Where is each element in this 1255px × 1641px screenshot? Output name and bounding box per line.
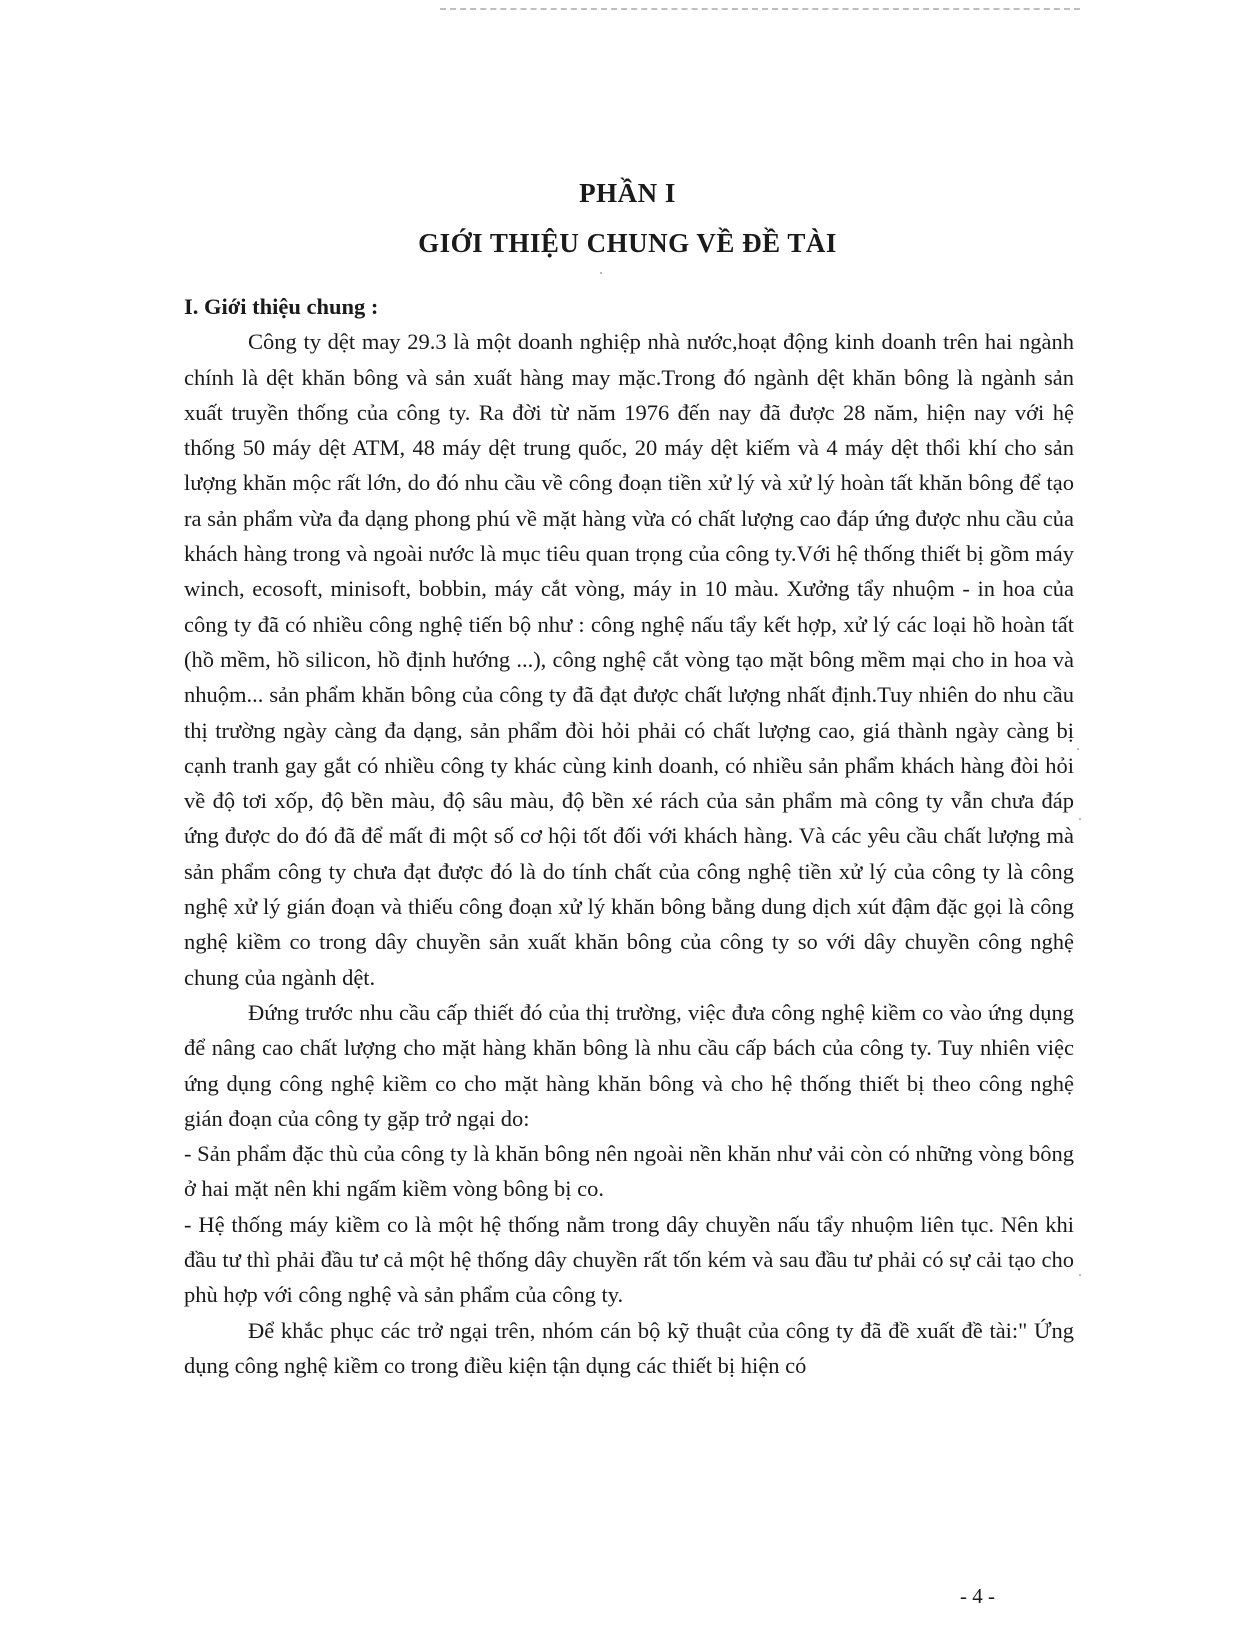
section-heading: I. Giới thiệu chung :	[184, 294, 379, 319]
body-text	[184, 289, 1074, 1383]
page-number: - 4 -	[960, 1584, 995, 1608]
bullet-system: - Hệ thống máy kiềm co là một hệ thống nằm trong dây chuyền nấu tẩy nhuộm liên tục. Nên khi đầu tư thì phải đầu tư cả một hệ thống dây chuyền rất tốn kém và sau đầu tư phải có sự cải tạo cho phù hợp với công nghệ và sản phẩm của công ty.	[184, 1211, 1074, 1308]
bullet-product: - Sản phẩm đặc thù của công ty là khăn bông nên ngoài nền khăn như vải còn có những vòng bông ở hai mặt nên khi ngấm kiềm vòng bông bị co.	[184, 1141, 1074, 1202]
paragraph-need: Đứng trước nhu cầu cấp thiết đó của thị trường, việc đưa công nghệ kiềm co vào ứng dụng để nâng cao chất lượng cho mặt hàng khăn bông là nhu cầu cấp bách của công ty. Tuy nhiên việc ứng dụng công nghệ kiềm co cho mặt hàng khăn bông và cho hệ thống thiết bị theo công nghệ gián đoạn của công ty gặp trở ngại do:	[184, 999, 1074, 1131]
scan-speck	[600, 272, 602, 274]
part-heading: PHẦN I	[579, 178, 676, 208]
scan-header-rule	[440, 8, 1080, 10]
scan-speck	[1079, 818, 1081, 820]
paragraph-intro: Công ty dệt may 29.3 là một doanh nghiệp nhà nước,hoạt động kinh doanh trên hai ngành chính là dệt khăn bông và sản xuất hàng may mặc.Trong đó ngành dệt khăn bông là ngành sản xuất truyền thống của công ty. Ra đời từ năm 1976 đến nay đã được 28 năm, hiện nay với hệ thống 50 máy dệt ATM, 48 máy dệt trung quốc, 20 máy dệt kiếm và 4 máy dệt thổi khí cho sản lượng khăn mộc rất lớn, do đó nhu cầu về công đoạn tiền xử lý và xử lý hoàn tất khăn bông để tạo ra sản phẩm vừa đa dạng phong phú về mặt hàng vừa có chất lượng cao đáp ứng được nhu cầu của khách hàng trong và ngoài nước là mục tiêu quan trọng của công ty.Với hệ thống thiết bị gồm máy winch, ecosoft, minisoft, bobbin, máy cắt vòng, máy in 10 màu. Xưởng tẩy nhuộm - in hoa của công ty đã có nhiều công nghệ tiến bộ như : công nghệ nấu tẩy kết hợp, xử lý các loại hồ hoàn tất (hồ mềm, hồ silicon, hồ định hướng ...), công nghệ cắt vòng tạo mặt bông mềm mại cho in hoa và nhuộm... sản phẩm khăn bông của công ty đã đạt được chất lượng nhất định.Tuy nhiên do nhu cầu thị trường ngày càng đa dạng, sản phẩm đòi hỏi phải có chất lượng cao, giá thành ngày càng bị cạnh tranh gay gắt có nhiều công ty khác cùng kinh doanh, có nhiều sản phẩm khách hàng đòi hỏi về độ tơi xốp, độ bền màu, độ sâu màu, độ bền xé rách của sản phẩm mà công ty vẫn chưa đáp ứng được do đó đã để mất đi một số cơ hội tốt đối với khách hàng. Và các yêu cầu chất lượng mà sản phẩm công ty chưa đạt được đó là do tính chất của công nghệ tiền xử lý của công ty là công nghệ xử lý gián đoạn và thiếu công đoạn xử lý khăn bông bằng dung dịch xút đậm đặc gọi là công nghệ kiềm co trong dây chuyền sản xuất khăn bông của công ty so với dây chuyền công nghệ chung của ngành dệt.	[184, 329, 1074, 990]
scan-speck	[1077, 748, 1079, 750]
paragraph-proposal: Để khắc phục các trở ngại trên, nhóm cán bộ kỹ thuật của công ty đã đề xuất đề tài:" Ứng dụng công nghệ kiềm co trong điều kiện tận dụng các thiết bị hiện có	[184, 1317, 1074, 1378]
part-title: GIỚI THIỆU CHUNG VỀ ĐỀ TÀI	[418, 228, 837, 258]
scan-speck	[1079, 1274, 1081, 1276]
